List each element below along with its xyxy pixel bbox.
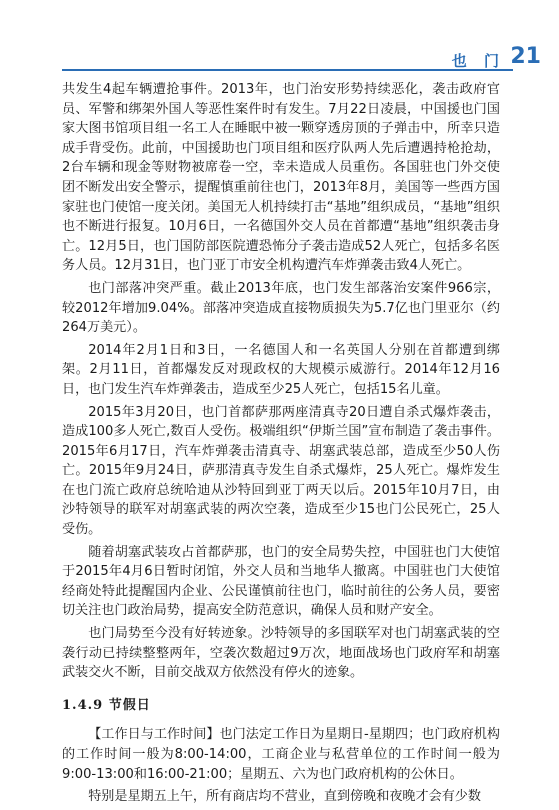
section-heading: 1.4.9 节假日 — [62, 697, 151, 713]
paragraph: 也门局势至今没有好转迹象。沙特领导的多国联军对也门胡塞武装的空袭行动已持续整整两年，空袭次数超过9万次，地面战场也门政府军和胡塞武装交火不断，目前交战双方依然没有停火的迹象。 — [62, 626, 500, 681]
paragraph: 共发生4起车辆遭抢事件。2013年，也门治安形势持续恶化，袭击政府官员、军警和绑架外国人等恶性案件时有发生。7月22日凌晨，中国援也门国家大图书馆项目组一名工人在睡眠中被一颗穿透房顶的子弹击中，所幸只造成手背受伤。此前，中国援助也门项目组和医疗队两人先后遭遇持枪抢劫，2台车辆和现金等财物被席卷一空，幸未造成人员重伤。各国驻也门外交使团不断发出安全警示，提醒慎重前往也门，2013年8月，美国等一些西方国家驻也门使馆一度关闭。美国无人机持续打击“基地”组织成员，“基地”组织也不断进行报复。10月6日，一名德国外交人员在首都遭“基地”组织袭击身亡。12月5日，也门国防部医院遭恐怖分子袭击造成52人死亡，包括多名医务人员。12月31日，也门亚丁市安全机构遭汽车炸弹袭击致4人死亡。 — [62, 82, 500, 274]
page-body — [62, 80, 500, 810]
paragraph: 【工作日与工作时间】也门法定工作日为星期日-星期四；也门政府机构的工作时间一般为8:00-14:00，工商企业与私营单位的工作时间一般为9:00-13:00和16:00-21:00；星期五、六为也门政府机构的公休日。 — [62, 727, 500, 782]
paragraph: 2015年3月20日，也门首都萨那两座清真寺20日遭自杀式爆炸袭击，造成100多人死亡,数百人受伤。极端组织“伊斯兰国”宣布制造了袭击事件。2015年6月17日，汽车炸弹袭击清真寺、胡塞武装总部，造成至少50人伤亡。2015年9月24日，萨那清真寺发生自杀式爆炸，25人死亡。爆炸发生在也门流亡政府总统哈迪从沙特回到亚丁两天以后。2015年10月7日，由沙特领导的联军对胡塞武装的两次空袭，造成至少15也门公民死亡，25人受伤。 — [62, 404, 500, 538]
page-header — [0, 0, 559, 74]
paragraph: 2014年2月1日和3日，一名德国人和一名英国人分别在首都遭到绑架。2月11日，首都爆发反对现政权的大规模示威游行。2014年12月16日，也门发生汽车炸弹袭击，造成至少25人死亡，包括15名儿童。 — [62, 342, 500, 397]
page-number: 21 — [510, 44, 541, 69]
chapter-title: 也 门 — [451, 52, 505, 70]
paragraph: 也门部落冲突严重。截止2013年底，也门发生部落治安案件966宗，较2012年增加9.04%。部落冲突造成直接物质损失为5.7亿也门里亚尔（约264万美元）。 — [62, 280, 500, 336]
header-rule — [62, 69, 513, 71]
paragraph: 特别是星期五上午，所有商店均不营业，直到傍晚和夜晚才会有少数 — [88, 789, 481, 805]
paragraph: 随着胡塞武装攻占首都萨那，也门的安全局势失控，中国驻也门大使馆于2015年4月6日暂时闭馆，外交人员和当地华人撤离。中国驻也门大使馆经商处特此提醒国内企业、公民谨慎前往也门，临时前往的公务人员，要密切关注也门政治局势，提高安全防范意识，确保人员和财产安全。 — [62, 544, 500, 619]
